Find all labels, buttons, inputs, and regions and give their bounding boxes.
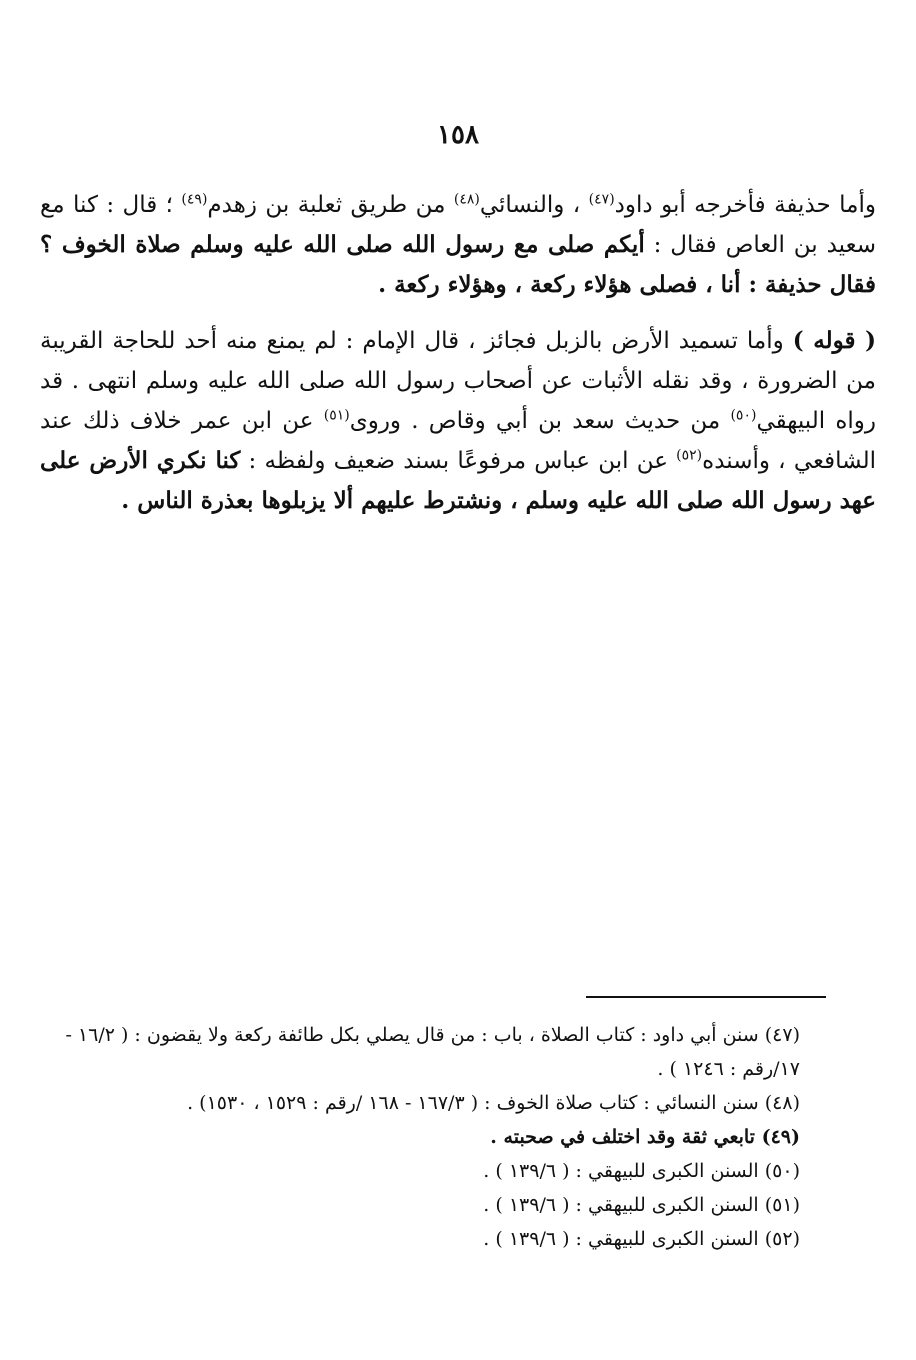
footnote-47: (٤٧) سنن أبي داود : كتاب الصلاة ، باب : من قال يصلي بكل طائفة ركعة ولا يقضون : ( ١٦/٢ - ١٧/رقم : ١٢٤٦ ) . — [65, 1024, 800, 1080]
footnote-48: (٤٨) سنن النسائي : كتاب صلاة الخوف : ( ١٦٧/٣ - ١٦٨ /رقم : ١٥٢٩ ، ١٥٣٠) . — [187, 1092, 800, 1114]
hadith-quote: أيكم صلى مع رسول الله صلى الله عليه وسلم صلاة الخوف ؟ فقال حذيفة : أنا ، فصلى هؤلاء ركعة ، وهؤلاء ركعة . — [40, 231, 876, 298]
footnote-ref-51: (٥١) — [323, 407, 350, 424]
footnote-51: (٥١) السنن الكبرى للبيهقي : ( ١٣٩/٦ ) . — [483, 1194, 800, 1216]
text-run: عن ابن عباس مرفوعًا بسند ضعيف ولفظه : — [240, 448, 677, 474]
paragraph-hudhayfa — [40, 185, 876, 305]
text-run: ؛ قال : كنا مع سعيد بن العاص فقال : — [40, 192, 876, 258]
footnote-ref-47: (٤٧) — [588, 191, 615, 208]
hadith-quote: كنا نكري الأرض على عهد رسول الله صلى الله عليه وسلم ، ونشترط عليهم ألا يزبلوها بعذرة الناس . — [40, 447, 876, 514]
text-run: وأما حذيفة فأخرجه أبو داود — [614, 192, 876, 218]
footnote-divider — [586, 996, 826, 998]
footnotes — [40, 1018, 800, 1256]
text-run: وأما تسميد الأرض بالزبل فجائز ، قال الإمام : لم يمنع منه أحد للحاجة القريبة من الضرورة ، وقد نقله الأثبات عن أصحاب رسول الله صلى الله عليه وسلم انتهى . قد رواه البيهقي — [40, 328, 876, 434]
text-run: عن ابن عمر خلاف ذلك عند الشافعي ، وأسنده — [40, 408, 877, 474]
page-number: ١٥٨ — [437, 120, 479, 150]
text-run: ، والنسائي — [479, 192, 589, 218]
footnote-ref-52: (٥٢) — [676, 447, 703, 464]
main-text — [40, 185, 876, 521]
footnote-ref-50: (٥٠) — [730, 407, 757, 424]
text-run: من طريق ثعلبة بن زهدم — [207, 192, 454, 218]
qawluhu-marker: ( قوله ) — [792, 327, 877, 354]
footnote-49: (٤٩) تابعي ثقة وقد اختلف في صحبته . — [490, 1126, 800, 1148]
text-run: من حديث سعد بن أبي وقاص . وروى — [349, 408, 731, 434]
footnote-ref-48: (٤٨) — [453, 191, 480, 208]
footnote-52: (٥٢) السنن الكبرى للبيهقي : ( ١٣٩/٦ ) . — [483, 1228, 800, 1250]
footnote-50: (٥٠) السنن الكبرى للبيهقي : ( ١٣٩/٦ ) . — [483, 1160, 800, 1182]
paragraph-fertilizing — [40, 321, 876, 521]
footnote-ref-49: (٤٩) — [181, 191, 208, 208]
